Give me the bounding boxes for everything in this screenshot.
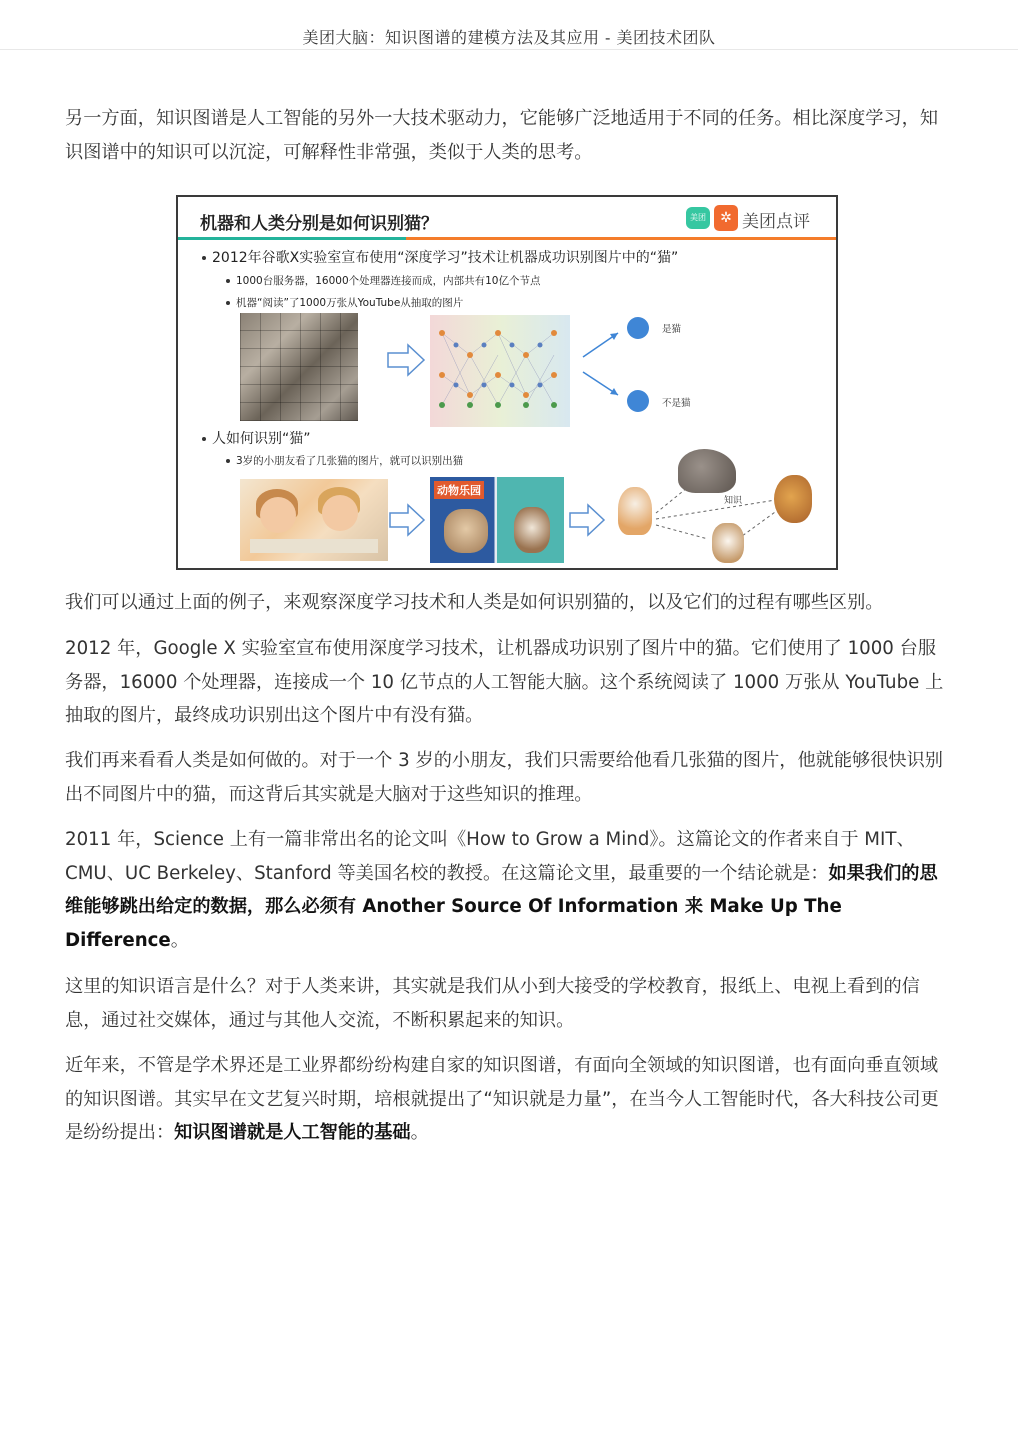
paragraph-1-wrap <box>65 102 953 169</box>
slide-bullet-2 <box>202 428 311 448</box>
paragraph-7-wrap <box>65 1049 953 1150</box>
chicken-image <box>774 475 812 523</box>
arrowhead-icon <box>610 333 618 340</box>
bullet-dot-icon <box>226 459 230 463</box>
paragraph-6-wrap <box>65 970 953 1037</box>
paragraph-7-end: 。 <box>410 1122 429 1143</box>
kitten-image <box>618 487 652 535</box>
neural-net-svg <box>430 315 570 427</box>
paragraph-5-end: 。 <box>170 929 189 951</box>
elephant-image <box>678 449 736 493</box>
output-node-notcat <box>627 390 649 412</box>
puppy-image <box>712 523 744 563</box>
slide-bullet-1-text: 2012年谷歌X实验室宣布使用“深度学习”技术让机器成功识别图片中的“猫” <box>212 250 679 266</box>
kid-face <box>260 497 296 533</box>
label-is-cat: 是猫 <box>662 324 682 335</box>
knowledge-link <box>656 499 782 519</box>
paragraph-5-text: 2011 年，Science 上有一篇非常出名的论文叫《How to Grow a Mind》。这篇论文的作者来自于 MIT、CMU、UC Berkeley、Stanford 等美国名校的教授。在这篇论文里，最重要的一个结论就是： <box>65 829 915 884</box>
knowledge-link <box>656 525 708 539</box>
hollow-arrow-icon <box>388 345 424 375</box>
label-not-cat: 不是猫 <box>662 398 691 409</box>
page-header <box>0 0 1018 50</box>
neural-network-diagram <box>430 315 570 427</box>
brand-text: 美团点评 <box>742 212 810 232</box>
kids-reading-image <box>240 479 388 561</box>
dog-card-face-icon <box>514 507 550 553</box>
hollow-arrow-icon <box>570 505 604 535</box>
cards-label: 动物乐园 <box>434 481 484 499</box>
hollow-arrow-icon <box>390 505 424 535</box>
dianping-logo-icon: ✲ <box>714 205 738 231</box>
meituan-logo-icon: 美团 <box>686 207 710 229</box>
knowledge-label: 知识 <box>724 496 743 506</box>
paragraph-4: 我们再来看看人类是如何做的。对于一个 3 岁的小朋友，我们只需要给他看几张猫的图片，他就能够很快识别出不同图片中的猫，而这背后其实就是大脑对于这些知识的推理。 <box>65 750 943 805</box>
paragraph-5-bold: 如果我们的思维能够跳出给定的数据，那么必须有 Another Source Of Information 来 Make Up The Difference <box>65 862 938 951</box>
slide-sub-3 <box>226 453 463 468</box>
figure-slide <box>176 195 838 570</box>
bullet-dot-icon <box>202 437 206 441</box>
paragraph-2-wrap <box>65 586 953 620</box>
cat-card-face-icon <box>444 509 488 553</box>
slide-title: 机器和人类分别是如何识别猫？ <box>200 214 438 234</box>
paragraph-3-wrap <box>65 632 953 733</box>
book <box>250 539 378 553</box>
paragraph-7-text: 近年来，不管是学术界还是工业界都纷纷构建自家的知识图谱，有面向全领域的知识图谱，也有面向垂直领域的知识图谱。其实早在文艺复兴时期，培根就提出了“知识就是力量”，在当今人工智能时代，各大科技公司更是纷纷提出： <box>65 1055 939 1143</box>
slide-sub-2-text: 机器“阅读”了1000万张从YouTube从抽取的图片 <box>236 297 464 309</box>
page-title: 美团大脑：知识图谱的建模方法及其应用 - 美团技术团队 <box>302 28 716 47</box>
paragraph-3: 2012 年，Google X 实验室宣布使用深度学习技术，让机器成功识别了图片中的猫。它们使用了 1000 台服务器，16000 个处理器，连接成一个 10 亿节点的人工智能大脑。这个系统阅读了 1000 万张从 YouTube 上抽取的图片，最终成功识别出这个图片中有没有猫。 <box>65 638 944 726</box>
paragraph-4-wrap <box>65 744 953 811</box>
arrowhead-icon <box>610 388 618 395</box>
knowledge-link <box>738 507 782 539</box>
paragraph-7 <box>65 1049 953 1150</box>
output-node-cat <box>627 317 649 339</box>
kid-face <box>322 495 358 531</box>
paragraph-5-wrap <box>65 823 953 957</box>
slide-sub-3-text: 3岁的小朋友看了几张猫的图片，就可以识别出猫 <box>236 455 464 467</box>
paragraph-2: 我们可以通过上面的例子，来观察深度学习技术和人类是如何识别猫的，以及它们的过程有哪些区别。 <box>65 592 884 613</box>
slide-bullet-2-text: 人如何识别“猫” <box>212 431 311 447</box>
paragraph-6: 这里的知识语言是什么？对于人类来讲，其实就是我们从小到大接受的学校教育，报纸上、电视上看到的信息，通过社交媒体，通过与其他人交流，不断积累起来的知识。 <box>65 976 920 1031</box>
paragraph-5 <box>65 823 953 957</box>
slide-sub-1-text: 1000台服务器，16000个处理器连接而成，内部共有10亿个节点 <box>236 275 541 287</box>
paragraph-7-bold: 知识图谱就是人工智能的基础 <box>174 1122 411 1143</box>
paragraph-1: 另一方面，知识图谱是人工智能的另外一大技术驱动力，它能够广泛地适用于不同的任务。相比深度学习，知识图谱中的知识可以沉淀，可解释性非常强，类似于人类的思考。 <box>65 108 939 163</box>
